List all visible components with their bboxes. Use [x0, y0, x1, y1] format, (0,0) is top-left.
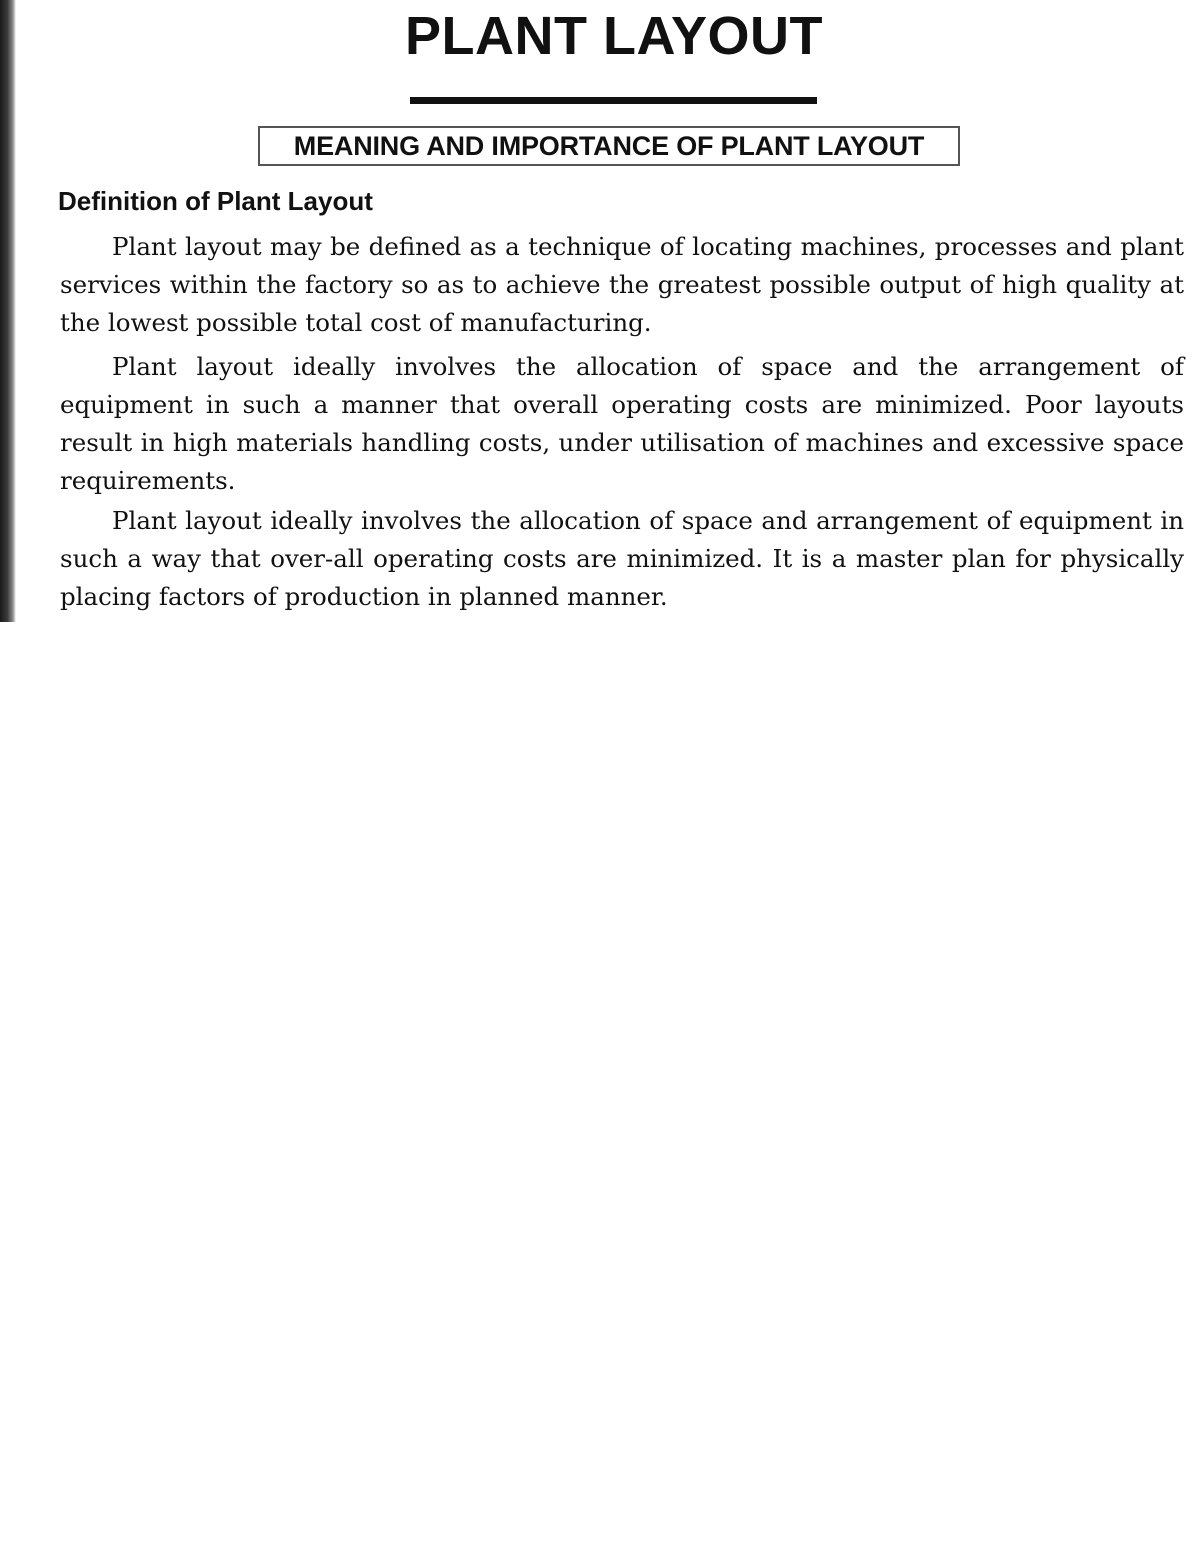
section-heading: MEANING AND IMPORTANCE OF PLANT LAYOUT — [293, 130, 925, 161]
title-underline — [410, 97, 817, 104]
paragraph: Plant layout may be defined as a technique of locating machines, processes and plant services within the factory so as to achieve the greatest possible output of high quality at the lowest possible total cost of manufacturing. — [60, 232, 1184, 337]
section-heading-box — [258, 126, 960, 166]
document-page — [0, 0, 1200, 622]
subheading: Definition of Plant Layout — [58, 186, 373, 216]
paragraph: Plant layout ideally involves the allocation of space and the arrangement of equipment in such a manner that overall operating costs are minimized. Poor layouts result in high materials handling costs, under utilisation of machines and excessive space requirements. — [60, 352, 1184, 495]
page-title: PLANT LAYOUT — [404, 6, 823, 66]
paragraph: Plant layout ideally involves the allocation of space and arrangement of equipment in such a way that over-all operating costs are minimized. It is a master plan for physically placing factors of production in planned manner. — [60, 506, 1184, 611]
